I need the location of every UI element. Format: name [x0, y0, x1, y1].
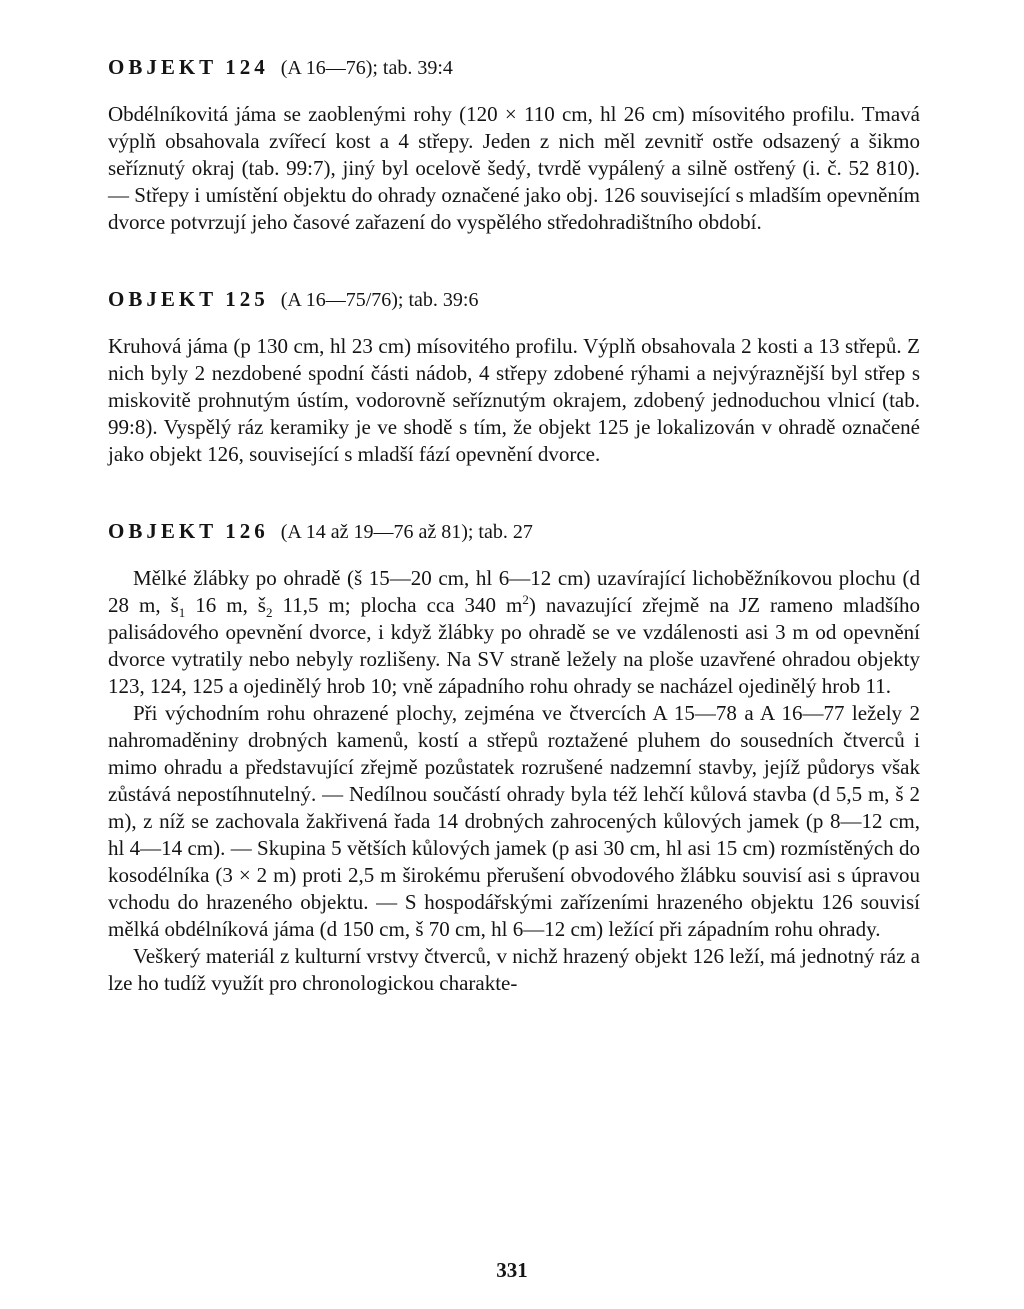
heading-reference: (A 16—75/76); tab. 39:6 — [280, 289, 479, 311]
heading-word: OBJEKT — [108, 55, 218, 79]
paragraph: Obdélníkovitá jáma se zaoblenými rohy (120 × 110 cm, hl 26 cm) mísovitého profilu. Tmavá výplň obsahovala zvířecí kost a 4 střepy. Jeden z nich měl zevnitř ostře odsazený a šikmo seříznutý okraj (tab. 99:7), jiný byl ocelově šedý, tvrdě vypálený a silně ostřený (i. č. 52 810). — Střepy i umístění objektu do ohrady označené jako obj. 126 související s mladším opevněním dvorce potvrzují jeho časové zařazení do vyspělého středohradištního období. — [108, 102, 920, 234]
text-run: Mělké žlábky po ohradě (š 15—20 cm, hl 6—12 cm) uzavírající lichoběžníkovou plochu (d 28 m, š — [108, 566, 920, 617]
text-run: 16 m, š — [185, 593, 266, 617]
heading-word: OBJEKT — [108, 287, 218, 311]
heading-number: 125 — [225, 287, 269, 311]
section-objekt-126 — [108, 516, 920, 997]
heading-number: 126 — [225, 519, 269, 543]
heading-word: OBJEKT — [108, 519, 218, 543]
page-number: 331 — [496, 1258, 528, 1282]
paragraph: Při východním rohu ohrazené plochy, zejména ve čtvercích A 15—78 a A 16—77 ležely 2 nahromaděniny drobných kamenů, kostí a střepů roztažené pluhem do sousedních čtverců i mimo ohradu a představující zřejmě pozůstatek rozrušené nadzemní stavby, jejíž půdorys však zůstává nepostíhnutelný. — Nedílnou součástí ohrady byla též lehčí kůlová stavba (d 5,5 m, š 2 m), z níž se zachovala žakřivená řada 14 drobných zahrocených kůlových jamek (p 8—12 cm, hl 4—14 cm). — Skupina 5 větších kůlových jamek (p asi 30 cm, hl asi 15 cm) rozmístěných do kosodélníka (3 × 2 m) proti 2,5 m širokému přerušení obvodového žlábku souvisí asi s úpravou vchodu do hrazeného objektu. — S hospodářskými zařízeními hrazeného objektu 126 souvisí mělká obdélníková jáma (d 150 cm, š 70 cm, hl 6—12 cm) ležící při západním rohu ohrady. — [108, 701, 920, 941]
document-page — [108, 52, 920, 997]
text-run: ) navazující zřejmě na JZ rameno mladšího palisádového opevnění dvorce, i když žlábky po ohradě se ve vzdálenosti asi 3 m od opevnění dvorce vytratily nebo nebyly rozlišeny. Na SV straně ležely na ploše uzavřené ohradou objekty 123, 124, 125 a ojedinělý hrob 10; vně západního rohu ohrady se nacházel ojedinělý hrob 11. — [108, 593, 920, 698]
superscript: 2 — [522, 592, 529, 607]
paragraph — [108, 565, 920, 700]
section-heading — [108, 284, 920, 315]
section-objekt-124 — [108, 52, 920, 236]
section-heading — [108, 516, 920, 547]
subscript: 1 — [178, 605, 186, 621]
heading-reference: (A 16—76); tab. 39:4 — [280, 57, 453, 79]
heading-number: 124 — [225, 55, 269, 79]
heading-reference: (A 14 až 19—76 až 81); tab. 27 — [280, 521, 533, 543]
section-heading — [108, 52, 920, 83]
paragraph: Kruhová jáma (p 130 cm, hl 23 cm) mísovitého profilu. Výplň obsahovala 2 kosti a 13 střepů. Z nich byly 2 nezdobené spodní části nádob, 4 střepy zdobené rýhami a nejvýraznější byl střep s miskovitě prohnutým ústím, vodorovně seříznutým okrajem, zdobený jednoduchou vlnicí (tab. 99:8). Vyspělý ráz keramiky je ve shodě s tím, že objekt 125 je lokalizován v ohradě označené jako objekt 126, související s mladší fází opevnění dvorce. — [108, 334, 920, 466]
section-objekt-125 — [108, 284, 920, 468]
text-run: 11,5 m; plocha cca 340 m — [272, 593, 523, 617]
subscript: 2 — [265, 605, 273, 621]
paragraph: Veškerý materiál z kulturní vrstvy čtverců, v nichž hrazený objekt 126 leží, má jednotný ráz a lze ho tudíž využít pro chronologickou charakte- — [108, 944, 920, 995]
